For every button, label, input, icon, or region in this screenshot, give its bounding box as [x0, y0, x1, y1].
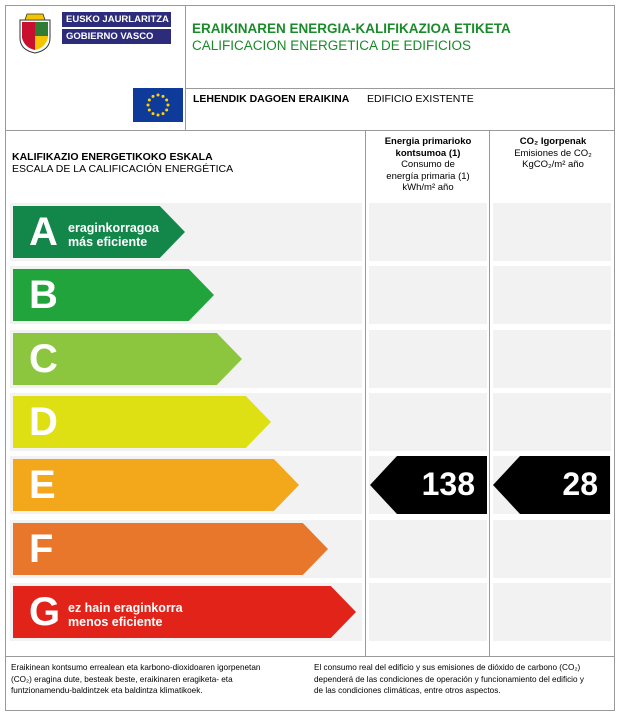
eu-star-icon	[167, 104, 170, 107]
rating-letter: G	[29, 590, 61, 634]
footer-eu-line-2: (CO₂) eragina dute, besteak beste, eraikinaren eragiketa- eta	[11, 674, 233, 684]
title-spanish: CALIFICACION ENERGETICA DE EDIFICIOS	[192, 38, 472, 53]
column-divider-1	[365, 130, 366, 656]
rating-letter: F	[29, 527, 54, 571]
indicator-value: 138	[421, 466, 475, 502]
rating-arrow-d	[13, 396, 271, 448]
building-type-basque: LEHENDIK DAGOEN ERAIKINA	[193, 93, 350, 105]
title-basque: ERAIKINAREN ENERGIA-KALIFIKAZIOA ETIKETA	[192, 21, 511, 36]
rating-description-basque: eraginkorragoa	[68, 221, 160, 235]
footer-eu-line-1: Eraikinean kontsumo errealean eta karbono-dioxidoaren igorpenetan	[11, 663, 261, 672]
co2-cell-a	[493, 203, 611, 261]
eu-star-icon	[162, 112, 165, 115]
rating-arrow-f	[13, 523, 328, 575]
rating-description-spanish: menos eficiente	[68, 615, 163, 629]
energy-header-unit: kWh/m² año	[402, 182, 454, 193]
rating-description-basque: ez hain eraginkorra	[68, 601, 183, 615]
logo-text-basque: EUSKO JAURLARITZA	[62, 12, 171, 27]
rating-arrow-shape	[13, 459, 299, 511]
energy-header-es-1: Consumo de	[401, 159, 455, 170]
eu-star-icon	[157, 114, 160, 117]
rating-arrow-b	[13, 269, 214, 321]
eu-star-icon	[147, 104, 150, 107]
energy-cell-a	[369, 203, 487, 261]
scale-label-spanish: ESCALA DE LA CALIFICACIÓN ENERGÉTICA	[12, 163, 234, 175]
column-divider-2	[489, 130, 490, 656]
rating-arrow-shape	[13, 523, 328, 575]
co2-cell-b	[493, 266, 611, 324]
co2-header-es: Emisiones de CO₂	[514, 147, 592, 159]
rating-arrow-c	[13, 333, 242, 385]
footer-note-spanish	[314, 662, 614, 697]
rating-arrow-g	[13, 586, 356, 638]
header-vertical-divider	[185, 5, 186, 130]
rating-letter: D	[29, 400, 58, 444]
co2-cell-f	[493, 520, 611, 578]
eu-star-icon	[152, 95, 155, 98]
footer-es-line-3: de las condiciones climáticas, entre otros aspectos.	[314, 686, 501, 696]
building-type-spanish: EDIFICIO EXISTENTE	[367, 93, 474, 105]
energy-cell-b	[369, 266, 487, 324]
rating-description-spanish: más eficiente	[68, 235, 148, 249]
scale-label-basque: KALIFIKAZIO ENERGETIKOKO ESKALA	[12, 151, 213, 163]
rating-arrow-a	[13, 206, 185, 258]
footer-eu-line-3: funtzionamendu-baldintzek eta baldintza klimatikoek.	[11, 686, 203, 696]
rating-letter: E	[29, 463, 56, 507]
rating-description	[68, 221, 159, 249]
rating-arrow-e	[13, 459, 299, 511]
energy-cell-g	[369, 583, 487, 641]
eu-flag-icon	[133, 88, 183, 122]
energy-cell-f	[369, 520, 487, 578]
rating-letter: B	[29, 273, 58, 317]
rating-description	[68, 601, 183, 629]
footer-es-line-1: El consumo real del edificio y sus emisiones de dióxido de carbono (CO₂)	[314, 663, 581, 672]
government-logo	[16, 12, 171, 54]
footer-divider	[5, 656, 615, 657]
co2-value-indicator	[493, 456, 610, 514]
energy-cell-c	[369, 330, 487, 388]
energy-value-indicator	[370, 456, 487, 514]
rating-letter: A	[29, 210, 58, 254]
co2-cell-c	[493, 330, 611, 388]
rating-arrow-shape	[13, 586, 356, 638]
eu-star-icon	[148, 99, 151, 102]
eu-star-icon	[162, 95, 165, 98]
energy-header-eu-2: kontsumoa (1)	[395, 147, 461, 159]
eu-star-icon	[148, 109, 151, 112]
indicator-value: 28	[562, 466, 598, 502]
co2-cell-g	[493, 583, 611, 641]
energy-header-es-2: energía primaria (1)	[386, 170, 470, 182]
co2-header-unit: KgCO₂/m² año	[522, 159, 584, 170]
eu-star-icon	[165, 99, 168, 102]
logo-text-spanish: GOBIERNO VASCO	[62, 29, 171, 44]
co2-header-eu: CO₂ Igorpenak	[519, 136, 587, 147]
co2-column-header	[493, 136, 613, 171]
co2-cell-d	[493, 393, 611, 451]
footer-es-line-2: dependerá de las condiciones de operación y funcionamiento del edificio y	[314, 674, 584, 684]
energy-column-header	[368, 136, 488, 194]
energy-cell-d	[369, 393, 487, 451]
building-type-divider	[185, 88, 615, 89]
footer-note-basque	[11, 662, 299, 697]
header-divider	[5, 130, 615, 131]
rating-letter: C	[29, 337, 58, 381]
eu-star-icon	[165, 109, 168, 112]
coat-of-arms-icon	[16, 12, 54, 54]
eu-star-icon	[152, 112, 155, 115]
eu-star-icon	[157, 94, 160, 97]
energy-header-eu-1: Energia primarioko	[384, 136, 472, 147]
